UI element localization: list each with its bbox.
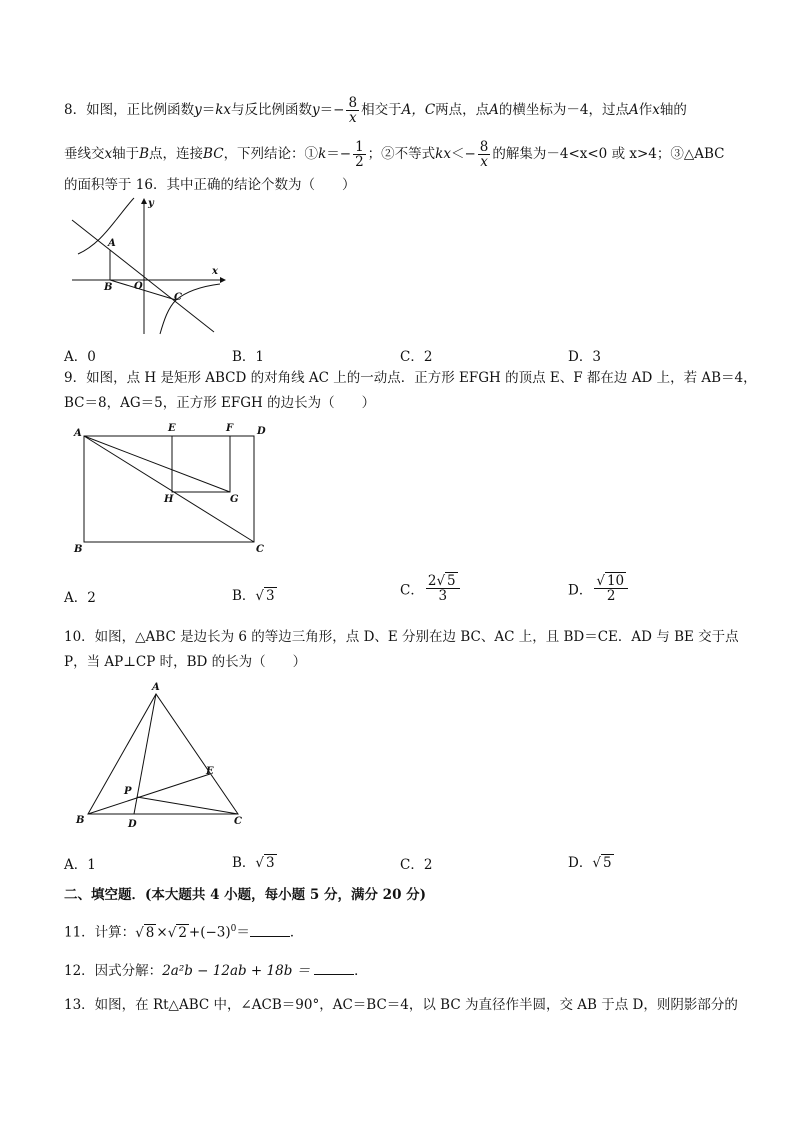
- label-x: x: [212, 266, 218, 277]
- option-prefix: B．: [232, 855, 256, 871]
- label-f: F: [226, 423, 234, 434]
- line-kx: [72, 220, 214, 332]
- q8-option-a[interactable]: A．0: [64, 349, 96, 365]
- segment-pc: [137, 797, 238, 814]
- label-b: B: [104, 282, 113, 293]
- eq-sign: ＝−: [326, 146, 352, 162]
- fraction: [594, 574, 628, 603]
- segment-be: [88, 774, 210, 814]
- times-sign: ×: [156, 924, 168, 941]
- var-k: k: [318, 146, 327, 162]
- frac-den: x: [348, 110, 357, 126]
- var-y: y: [194, 102, 202, 118]
- frac-num: 8: [348, 95, 358, 111]
- q8-text: 轴的: [659, 102, 687, 118]
- q9-option-c[interactable]: [400, 574, 462, 603]
- period: ．: [289, 924, 304, 941]
- segment-ad: [134, 694, 156, 814]
- label-o: O: [134, 281, 143, 292]
- lt-sign: ＜−: [450, 146, 476, 162]
- sqrt: √ 10: [596, 573, 625, 589]
- q10-option-d[interactable]: [568, 851, 614, 871]
- label-b: B: [74, 544, 83, 555]
- label-p: P: [124, 786, 132, 797]
- q8-text: 相交于: [361, 102, 402, 118]
- q8-text: 8．如图，正比例函数: [64, 102, 195, 118]
- segment-ag: [84, 436, 230, 492]
- label-g: G: [230, 494, 239, 505]
- q10-figure: [64, 680, 264, 832]
- frac-den: 2: [355, 154, 364, 170]
- sqrt: √ 5: [436, 573, 456, 589]
- label-a: A: [108, 238, 116, 249]
- q12-prefix: 12．因式分解：: [64, 963, 163, 979]
- option-prefix: C．: [400, 582, 424, 599]
- q8-option-d[interactable]: D．3: [568, 349, 601, 365]
- eq-sign: ＝: [236, 924, 250, 941]
- label-a: A: [74, 428, 82, 439]
- q8-option-b[interactable]: B．1: [232, 349, 265, 365]
- q8-text: 的解集为－4<x<0 或 x>4；③△ABC: [492, 146, 725, 162]
- radicand: 5: [602, 855, 612, 871]
- frac-num: 8: [479, 139, 489, 155]
- coef: 2: [427, 573, 437, 589]
- option-prefix: D．: [568, 582, 593, 599]
- radicand: 10: [606, 573, 625, 589]
- q12-expression: 2a²b − 12ab + 18b ＝: [162, 963, 311, 979]
- q8-text: 作: [638, 102, 653, 118]
- radicand: 2: [178, 924, 187, 941]
- var-kx: kx: [435, 146, 451, 162]
- q12-line: [64, 962, 368, 980]
- frac-den: 3: [438, 588, 448, 604]
- var-b: B: [139, 146, 150, 162]
- q8-text: 轴于: [112, 146, 140, 162]
- q8-text: 垂线交: [64, 146, 105, 162]
- q10-option-a[interactable]: A．1: [64, 857, 96, 873]
- radicand: 5: [447, 573, 456, 589]
- q8-text: 点，连接: [149, 146, 204, 162]
- sqrt: √ 2: [167, 924, 187, 941]
- triangle-abc: [88, 694, 238, 814]
- frac-num: [594, 574, 628, 589]
- q13-line: 13．如图，在 Rt△ABC 中，∠ACB＝90°，AC＝BC＝4，以 BC 为直径作半圆，交 AB 于点 D，则阴影部分的: [64, 997, 738, 1013]
- var-bc: BC: [203, 146, 224, 162]
- radicand: 8: [145, 924, 155, 941]
- fraction: [426, 574, 460, 603]
- fraction: [346, 96, 359, 125]
- q10-option-b[interactable]: [232, 851, 277, 871]
- var-a: A: [629, 102, 639, 118]
- sqrt: √ 8: [135, 924, 155, 941]
- q8-text: 的横坐标为－4，过点: [498, 102, 630, 118]
- q9-line2: BC＝8，AG＝5，正方形 EFGH 的边长为（ ）: [64, 395, 376, 411]
- label-c: C: [234, 816, 242, 827]
- q11-line: [64, 920, 303, 942]
- frac-num: 1: [355, 139, 364, 155]
- y-arrow-icon: [141, 198, 147, 204]
- label-d: D: [128, 819, 137, 830]
- q8-line3: 的面积等于 16．其中正确的结论个数为（ ）: [64, 177, 356, 193]
- var-x: x: [104, 146, 113, 162]
- fraction: [353, 140, 366, 169]
- hyperbola-right: [160, 284, 220, 334]
- label-b: B: [76, 815, 85, 826]
- q11-prefix: 11．计算：: [64, 924, 136, 941]
- square-efgh: [172, 436, 230, 492]
- q8-text: 与反比例函数: [231, 102, 313, 118]
- x-arrow-icon: [220, 277, 226, 283]
- frac-den: 2: [606, 588, 616, 604]
- label-e: E: [168, 423, 176, 434]
- radicand: 3: [266, 855, 275, 871]
- eq-sign: ＝−: [319, 102, 345, 118]
- section-heading: 二、填空题．(本大题共 4 小题，每小题 5 分，满分 20 分): [64, 887, 427, 903]
- plus-sign: +: [188, 924, 201, 941]
- label-c: C: [174, 292, 182, 303]
- label-e: E: [206, 766, 214, 777]
- label-h: H: [164, 494, 174, 505]
- sqrt: √ 5: [592, 855, 612, 871]
- q8-line2: [64, 140, 725, 169]
- q9-figure: [64, 420, 284, 560]
- q8-text: ；②不等式: [367, 146, 436, 162]
- q9-option-a[interactable]: A．2: [64, 590, 96, 606]
- label-a: A: [152, 682, 160, 693]
- answer-blank[interactable]: [250, 924, 290, 937]
- frac-num: [426, 574, 460, 589]
- fraction: [478, 140, 491, 169]
- sqrt: √ 3: [255, 855, 275, 871]
- var-ac: A，C: [401, 102, 436, 118]
- q9-line1: 9．如图，点 H 是矩形 ABCD 的对角线 AC 上的一动点．正方形 EFGH 的顶点 E、F 都在边 AD 上，若 AB＝4，: [64, 370, 757, 386]
- label-d: D: [257, 426, 266, 437]
- var-kx: kx: [215, 102, 232, 118]
- option-prefix: B．: [232, 588, 256, 604]
- sqrt: √ 3: [255, 588, 275, 604]
- q10-option-c[interactable]: C．2: [400, 857, 433, 873]
- segment-bc: [110, 280, 176, 300]
- var-y: y: [312, 102, 320, 118]
- option-prefix: D．: [568, 855, 593, 871]
- var-a: A: [489, 102, 499, 118]
- var-x: x: [652, 102, 660, 118]
- label-y: y: [148, 198, 154, 209]
- frac-den: x: [480, 154, 488, 170]
- eq-sign: ＝: [201, 102, 216, 118]
- radicand: 3: [266, 588, 275, 604]
- exponent: 0: [230, 924, 237, 934]
- q8-line1: [64, 96, 687, 125]
- diagonal-ac: [84, 436, 254, 542]
- hyperbola-left: [78, 198, 134, 254]
- label-c: C: [256, 544, 264, 555]
- answer-blank[interactable]: [314, 962, 354, 975]
- paren-term: (−3): [200, 924, 231, 941]
- q8-figure: [64, 194, 234, 338]
- q8-text: ，下列结论：①: [223, 146, 319, 162]
- q8-option-c[interactable]: C．2: [400, 349, 433, 365]
- q10-line1: 10．如图，△ABC 是边长为 6 的等边三角形，点 D、E 分别在边 BC、AC 上，且 BD＝CE．AD 与 BE 交于点: [64, 629, 739, 645]
- period: ．: [354, 963, 368, 979]
- q9-option-d[interactable]: [568, 574, 630, 603]
- q10-line2: P，当 AP⊥CP 时，BD 的长为（ ）: [64, 654, 307, 670]
- q9-option-b[interactable]: [232, 584, 277, 604]
- q8-text: 两点，点: [435, 102, 490, 118]
